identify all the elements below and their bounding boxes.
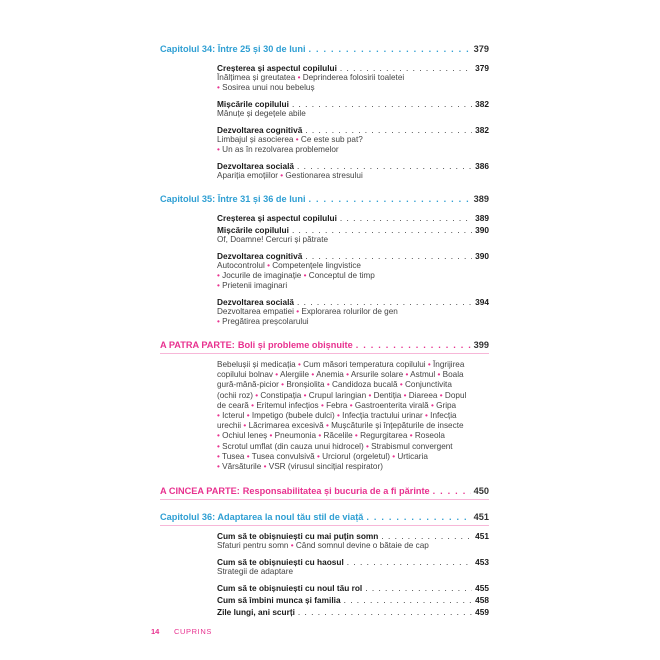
- topic-item: Bebelușii și medicația: [217, 360, 296, 369]
- bullet-icon: •: [427, 360, 431, 369]
- bullet-icon: •: [290, 541, 294, 550]
- topic-item: Dopul: [444, 390, 467, 400]
- bullet-icon: •: [368, 390, 372, 400]
- toc-subtopics: • Un as în rezolvarea problemelor: [217, 145, 339, 154]
- toc-subtopics: • Prietenii imaginari: [217, 281, 288, 290]
- part-4-topic-line: [217, 370, 497, 379]
- bullet-icon: •: [267, 261, 270, 270]
- bullet-icon: •: [243, 421, 247, 431]
- bullet-icon: •: [303, 390, 307, 400]
- chapter-label: Capitolul 34:: [160, 44, 216, 54]
- topic-item: Febra: [326, 400, 348, 410]
- topic-item: Tusea convulsivă: [251, 451, 315, 461]
- chapter-36-heading: Capitolul 36: Adaptarea la noul tău stil de viață . . . 451: [160, 512, 489, 522]
- topic-item: Icterul: [222, 411, 245, 420]
- topic-item: de ceară: [217, 400, 249, 410]
- chapter-34-heading: [160, 44, 489, 54]
- topic-item: Regurgitarea: [360, 431, 408, 441]
- bullet-icon: •: [217, 83, 220, 92]
- bullet-icon: •: [298, 360, 301, 369]
- bullet-icon: •: [246, 451, 250, 461]
- topic-item: Răcelile: [323, 431, 353, 441]
- part-4-topic-line: [217, 391, 497, 400]
- bullet-icon: •: [311, 370, 315, 380]
- topic-item: Lăcrimarea excesivă: [248, 421, 324, 431]
- bullet-icon: •: [217, 411, 220, 420]
- bullet-icon: •: [405, 370, 409, 380]
- bullet-icon: •: [269, 431, 273, 441]
- topic-item: Infecția tractului urinar: [342, 411, 423, 420]
- part-4-topic-line: [217, 401, 497, 410]
- topic-item: Tusea: [222, 451, 245, 461]
- topic-item: copilului bolnav: [217, 370, 273, 380]
- chapter-rule: [160, 525, 489, 526]
- bullet-icon: •: [392, 451, 396, 461]
- topic-item: Eritemul infecțios: [256, 400, 319, 410]
- toc-section: Dezvoltarea socială . . . 394: [217, 297, 489, 307]
- topic-item: Strabismul convergent: [371, 441, 453, 451]
- toc-subtopics: Mânuțe și degețele abile: [217, 109, 306, 118]
- toc-section: Cum să te obișnuiești cu mai puțin somn . . . 451: [217, 531, 489, 541]
- part-4-heading: A PATRA PARTE: Boli și probleme obișnuite . . . 399: [160, 340, 489, 350]
- bullet-icon: •: [399, 380, 403, 390]
- topic-item: Mușcăturile și înțepăturile de insecte: [331, 421, 464, 431]
- topic-item: Infecția: [430, 411, 457, 420]
- bullet-icon: •: [217, 317, 220, 326]
- bullet-icon: •: [403, 390, 407, 400]
- bullet-icon: •: [325, 421, 329, 431]
- part-4-topic-line: [217, 380, 497, 389]
- toc-subtopics: Apariția emoțiilor • Gestionarea stresului: [217, 171, 363, 180]
- topic-item: Alergiile: [279, 370, 310, 380]
- toc-section: Cum să te obișnuiești cu haosul . . . 453: [217, 557, 489, 567]
- bullet-icon: •: [217, 431, 220, 441]
- topic-item: Constipația: [260, 390, 302, 400]
- bullet-icon: •: [317, 451, 320, 461]
- topic-item: Gripa: [436, 400, 457, 410]
- toc-subtopics: Of, Doamne! Cercuri și pătrate: [217, 235, 329, 244]
- topic-item: Gastroenterita virală: [354, 400, 429, 410]
- bullet-icon: •: [217, 462, 220, 471]
- topic-item: Ochiul leneș: [222, 431, 268, 441]
- topic-item: Conjunctivita: [405, 380, 452, 390]
- toc-subtopics: Strategii de adaptare: [217, 567, 294, 576]
- bullet-icon: •: [280, 171, 284, 180]
- toc-subtopics: • Sosirea unui nou bebeluș: [217, 83, 315, 92]
- bullet-icon: •: [281, 380, 285, 390]
- topic-item: Roseola: [414, 431, 445, 441]
- bullet-icon: •: [217, 271, 220, 280]
- toc-subtopics: • Jocurile de imaginație • Conceptul de timp: [217, 271, 375, 280]
- topic-item: Anemia: [316, 370, 344, 380]
- topic-item: Cum măsori temperatura copilului: [303, 360, 426, 369]
- page-number: 379: [473, 44, 489, 54]
- bullet-icon: •: [425, 411, 428, 420]
- bullet-icon: •: [430, 400, 434, 410]
- topic-item: Diareea: [408, 390, 438, 400]
- part-4-topic-line: [217, 462, 497, 471]
- part-4-topic-line: [217, 360, 497, 369]
- topic-item: Astmul: [410, 370, 436, 380]
- bullet-icon: •: [275, 370, 279, 380]
- topic-item: UrcioruI (orgeletul): [322, 451, 390, 461]
- bullet-icon: •: [346, 370, 350, 380]
- bullet-icon: •: [251, 400, 255, 410]
- topic-item: Dentiția: [373, 390, 402, 400]
- topic-item: Crupul laringian: [308, 390, 367, 400]
- toc-subtopics: Dezvoltarea empatiei • Explorarea rolurilor de gen: [217, 307, 398, 316]
- toc-section: Mișcările copilului . . . 390: [217, 225, 489, 235]
- topic-item: Vărsăturile: [222, 462, 262, 471]
- bullet-icon: •: [318, 431, 322, 441]
- bullet-icon: •: [303, 271, 307, 280]
- topic-item: urechii: [217, 421, 242, 431]
- toc-section: Creșterea și aspectul copilului . . . 379: [217, 63, 489, 73]
- bullet-icon: •: [439, 390, 443, 400]
- toc-subtopics: Înălțimea și greutatea • Deprinderea folosirii toaletei: [217, 73, 405, 82]
- bullet-icon: •: [263, 462, 267, 471]
- toc-section: Zile lungi, ani scurți . . . 459: [217, 607, 489, 617]
- part-4-topic-line: [217, 421, 497, 430]
- part-4-topic-line: [217, 411, 497, 420]
- topic-item: Boala: [442, 370, 464, 380]
- bullet-icon: •: [297, 73, 301, 82]
- part-rule: [160, 353, 489, 354]
- topic-item: Candidoza bucală: [332, 380, 398, 390]
- bullet-icon: •: [217, 145, 220, 154]
- bullet-icon: •: [246, 411, 250, 420]
- bullet-icon: •: [320, 400, 324, 410]
- toc-section: Dezvoltarea cognitivă . . . 390: [217, 251, 489, 261]
- footer-page-number: 14: [151, 627, 160, 636]
- bullet-icon: •: [217, 441, 220, 451]
- footer-section-name: CUPRINS: [174, 627, 212, 636]
- topic-item: Bronșiolita: [286, 380, 325, 390]
- bullet-icon: •: [409, 431, 413, 441]
- part-4-topic-line: [217, 431, 497, 440]
- bullet-icon: •: [354, 431, 358, 441]
- toc-section: Cum să te obișnuiești cu noul tău rol . . . 455: [217, 583, 489, 593]
- toc-subtopics: Autocontrolul • Competențele lingvistice: [217, 261, 361, 270]
- bullet-icon: •: [217, 451, 220, 461]
- bullet-icon: •: [437, 370, 441, 380]
- bullet-icon: •: [295, 135, 299, 144]
- toc-section: Cum să îmbini munca și familia . . . 458: [217, 595, 489, 605]
- bullet-icon: •: [296, 307, 300, 316]
- bullet-icon: •: [326, 380, 330, 390]
- bullet-icon: •: [217, 281, 220, 290]
- topic-item: Scrotul umflat (din cauza unui hidrocel): [222, 441, 364, 451]
- toc-subtopics: • Pregătirea preșcolarului: [217, 317, 309, 326]
- topic-item: Impetigo (bubele dulci): [251, 411, 335, 420]
- toc-section: Mișcările copilului . . . 382: [217, 99, 489, 109]
- chapter-title: Între 25 și 30 de luni: [217, 44, 306, 54]
- part-4-topic-line: [217, 442, 497, 451]
- topic-item: (ochii roz): [217, 390, 253, 400]
- part-5-heading: A CINCEA PARTE: Responsabilitatea și bucuria de a fi părinte . . . 450: [160, 486, 489, 496]
- toc-subtopics: Sfaturi pentru somn • Când somnul devine o bătaie de cap: [217, 541, 429, 550]
- toc-section: Creșterea și aspectul copilului . . . 389: [217, 213, 489, 223]
- toc-section: Dezvoltarea cognitivă . . . 382: [217, 125, 489, 135]
- chapter-35-heading: Capitolul 35: Între 31 și 36 de luni . . . 389: [160, 194, 489, 204]
- topic-item: Urticaria: [397, 451, 428, 461]
- toc-section: Dezvoltarea socială . . . 386: [217, 161, 489, 171]
- topic-item: gură-mână-picior: [217, 380, 279, 390]
- topic-item: Arsurile solare: [350, 370, 404, 380]
- bullet-icon: •: [337, 411, 340, 420]
- bullet-icon: •: [365, 441, 369, 451]
- toc-subtopics: Limbajul și asocierea • Ce este sub pat?: [217, 135, 363, 144]
- bullet-icon: •: [255, 390, 259, 400]
- topic-item: Îngrijirea: [433, 360, 465, 369]
- topic-item: Pneumonia: [274, 431, 317, 441]
- bullet-icon: •: [349, 400, 353, 410]
- topic-item: VSR (virusul sincițial respirator): [268, 462, 383, 471]
- part-rule: [160, 499, 489, 500]
- part-4-topic-line: [217, 452, 497, 461]
